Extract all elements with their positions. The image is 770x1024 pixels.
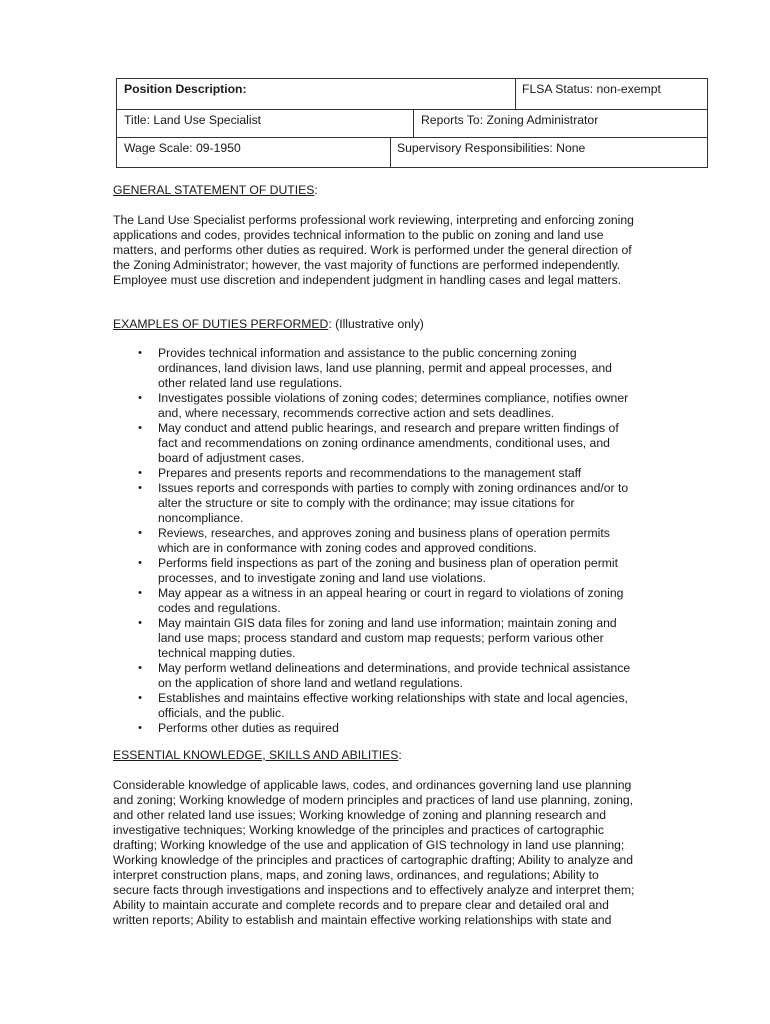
examples-subtitle: : (Illustrative only) bbox=[328, 317, 424, 331]
duty-item-line: Reviews, researches, and approves zoning and business plans of operation permits bbox=[158, 526, 610, 540]
position-header-table bbox=[116, 78, 708, 168]
paragraph-line: secure facts through investigations and inspections and to effectively analyze and interpret them; bbox=[113, 883, 635, 897]
duty-item-line: board of adjustment cases. bbox=[158, 451, 305, 465]
duty-item bbox=[135, 421, 655, 466]
paragraph-line: drafting; Working knowledge of the use and application of GIS technology in land use planning; bbox=[113, 838, 625, 852]
duty-item-line: Prepares and presents reports and recommendations to the management staff bbox=[158, 466, 582, 480]
duty-item bbox=[135, 526, 655, 556]
duty-item bbox=[135, 391, 655, 421]
duty-item-line: fact and recommendations on zoning ordinance amendments, conditional uses, and bbox=[158, 436, 610, 450]
paragraph-line: and other related land use issues; Working knowledge of zoning and planning research and bbox=[113, 808, 607, 822]
bullet-icon: • bbox=[138, 467, 142, 479]
duties-list bbox=[135, 346, 655, 736]
paragraph-line: written reports; Ability to establish and maintain effective working relationships with state and bbox=[113, 913, 612, 927]
duty-item bbox=[135, 466, 655, 481]
wage-scale: Wage Scale: 09-1950 bbox=[117, 138, 391, 167]
duty-item-line: other related land use regulations. bbox=[158, 376, 343, 390]
duty-item-line: on the application of shore land and wetland regulations. bbox=[158, 676, 463, 690]
position-description-label: Position Description: bbox=[117, 79, 516, 109]
header-row-2 bbox=[117, 110, 707, 138]
knowledge-title: ESSENTIAL KNOWLEDGE, SKILLS AND ABILITIES bbox=[113, 748, 399, 762]
paragraph-line: and zoning; Working knowledge of modern principles and practices of land use planning, zoning, bbox=[113, 793, 634, 807]
bullet-icon: • bbox=[138, 587, 142, 599]
bullet-icon: • bbox=[138, 722, 142, 734]
general-statement-title: GENERAL STATEMENT OF DUTIES bbox=[113, 183, 315, 197]
paragraph-line: Working knowledge of the principles and practices of cartographic drafting; Ability to analyze and bbox=[113, 853, 634, 867]
header-row-3 bbox=[117, 138, 707, 167]
duty-item bbox=[135, 721, 655, 736]
duty-item-line: officials, and the public. bbox=[158, 706, 285, 720]
general-statement-paragraph bbox=[113, 213, 658, 288]
duty-item-line: which are in conformance with zoning codes and approved conditions. bbox=[158, 541, 537, 555]
duty-item-line: Performs other duties as required bbox=[158, 721, 339, 735]
duty-item-line: May perform wetland delineations and determinations, and provide technical assistance bbox=[158, 661, 631, 675]
duty-item bbox=[135, 346, 655, 391]
duty-item-line: Issues reports and corresponds with parties to comply with zoning ordinances and/or to bbox=[158, 481, 629, 495]
knowledge-paragraph bbox=[113, 778, 658, 928]
position-title: Title: Land Use Specialist bbox=[117, 110, 414, 137]
duty-item bbox=[135, 586, 655, 616]
duty-item-line: ordinances, land division laws, land use planning, permit and appeal processes, and bbox=[158, 361, 612, 375]
paragraph-line: investigative techniques; Working knowledge of the principles and practices of cartographic bbox=[113, 823, 604, 837]
bullet-icon: • bbox=[138, 482, 142, 494]
duty-item-line: processes, and to investigate zoning and land use violations. bbox=[158, 571, 486, 585]
paragraph-line: Employee must use discretion and independent judgment in handling cases and legal matters. bbox=[113, 273, 622, 287]
examples-heading bbox=[113, 317, 424, 332]
duty-item bbox=[135, 691, 655, 721]
paragraph-line: The Land Use Specialist performs professional work reviewing, interpreting and enforcing zoning bbox=[113, 213, 634, 227]
general-statement-colon: : bbox=[314, 183, 318, 197]
duty-item-line: noncompliance. bbox=[158, 511, 244, 525]
paragraph-line: Considerable knowledge of applicable laws, codes, and ordinances governing land use planning bbox=[113, 778, 632, 792]
duty-item-line: Establishes and maintains effective working relationships with state and local agencies, bbox=[158, 691, 628, 705]
duty-item bbox=[135, 661, 655, 691]
duty-item-line: May conduct and attend public hearings, and research and prepare written findings of bbox=[158, 421, 619, 435]
duty-item-line: land use maps; process standard and custom map requests; perform various other bbox=[158, 631, 604, 645]
paragraph-line: the Zoning Administrator; however, the vast majority of functions are performed independently. bbox=[113, 258, 621, 272]
knowledge-heading bbox=[113, 748, 402, 763]
duty-item-line: Provides technical information and assistance to the public concerning zoning bbox=[158, 346, 577, 360]
reports-to: Reports To: Zoning Administrator bbox=[421, 113, 599, 127]
duty-item-line: May appear as a witness in an appeal hearing or court in regard to violations of zoning bbox=[158, 586, 624, 600]
paragraph-line: Ability to maintain accurate and complete records and to prepare clear and detailed oral and bbox=[113, 898, 609, 912]
duty-item bbox=[135, 481, 655, 526]
duty-item-line: and, where necessary, recommends corrective action and sets deadlines. bbox=[158, 406, 555, 420]
general-statement-heading bbox=[113, 183, 318, 198]
bullet-icon: • bbox=[138, 422, 142, 434]
paragraph-line: matters, and performs other duties as required. Work is performed under the general direction of bbox=[113, 243, 632, 257]
header-row-1 bbox=[117, 79, 707, 110]
bullet-icon: • bbox=[138, 392, 142, 404]
bullet-icon: • bbox=[138, 527, 142, 539]
duty-item bbox=[135, 616, 655, 661]
bullet-icon: • bbox=[138, 557, 142, 569]
paragraph-line: interpret construction plans, maps, and zoning laws, ordinances, and regulations; Ability to bbox=[113, 868, 599, 882]
examples-title: EXAMPLES OF DUTIES PERFORMED bbox=[113, 317, 329, 331]
duty-item-line: alter the structure or site to comply with the ordinance; may issue citations for bbox=[158, 496, 575, 510]
bullet-icon: • bbox=[138, 617, 142, 629]
flsa-status: FLSA Status: non-exempt bbox=[522, 82, 661, 96]
duty-item-line: Performs field inspections as part of the zoning and business plan of operation permit bbox=[158, 556, 619, 570]
knowledge-colon: : bbox=[398, 748, 402, 762]
duty-item-line: codes and regulations. bbox=[158, 601, 281, 615]
duty-item-line: technical mapping duties. bbox=[158, 646, 296, 660]
bullet-icon: • bbox=[138, 692, 142, 704]
paragraph-line: applications and codes, provides technical information to the public on zoning and land use bbox=[113, 228, 604, 242]
duty-item-line: Investigates possible violations of zoning codes; determines compliance, notifies owner bbox=[158, 391, 629, 405]
bullet-icon: • bbox=[138, 662, 142, 674]
supervisory-responsibilities: Supervisory Responsibilities: None bbox=[397, 141, 586, 155]
bullet-icon: • bbox=[138, 347, 142, 359]
duty-item bbox=[135, 556, 655, 586]
duty-item-line: May maintain GIS data files for zoning and land use information; maintain zoning and bbox=[158, 616, 617, 630]
